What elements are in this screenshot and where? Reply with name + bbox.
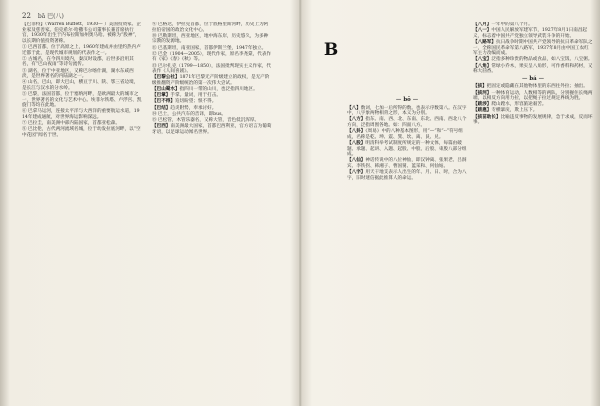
entry-text: ⑩ 巴勒斯坦，西亚地区，地中海东岸，历史悠久，为多种宗教的发源地。 bbox=[152, 33, 269, 45]
dictionary-entry bbox=[22, 69, 142, 80]
entry-text: 神话传说中的八位神仙，即汉钟离、张果老、吕洞宾、李铁拐、韩湘子、曹国舅、蓝采和、何仙姑。 bbox=[347, 158, 467, 169]
pinyin-section-marker: — bō — bbox=[347, 98, 467, 104]
entry-text: ④ 山名，巴山，即大巴山，横亘于川、陕、鄂三省边境，是长江与汉水的分水岭。 bbox=[22, 80, 139, 91]
pinyin-section-marker: — bá — bbox=[473, 77, 593, 83]
entry-headword: 【八月】 bbox=[473, 22, 492, 27]
dictionary-entry bbox=[152, 106, 272, 112]
entry-headword: 【八字】 bbox=[347, 170, 366, 176]
dictionary-entry bbox=[347, 158, 467, 169]
entry-headword: 【八方】 bbox=[347, 117, 366, 123]
entry-headword: 【八仙】 bbox=[347, 158, 366, 164]
entry-text: 比喻违反事物的发展规律，急于求成，反而坏事。 bbox=[473, 114, 593, 126]
entry-text: 手掌。量词，用于打击。 bbox=[170, 93, 221, 99]
right-column-1 bbox=[347, 96, 467, 394]
right-column-2 bbox=[473, 22, 593, 394]
dictionary-entry bbox=[473, 108, 593, 114]
dictionary-entry bbox=[347, 141, 467, 158]
dictionary-entry bbox=[22, 80, 142, 91]
entry-headword: 【巴不得】 bbox=[152, 99, 175, 105]
dictionary-entry bbox=[152, 46, 272, 52]
dictionary-entry bbox=[347, 170, 467, 181]
dictionary-entry bbox=[473, 64, 593, 75]
entry-headword: 【巴山蜀水】 bbox=[152, 87, 180, 93]
dictionary-entry bbox=[152, 75, 272, 86]
entry-text: 南美洲最大国家，首都巴西利亚，官方语言为葡萄牙语，以足球运动闻名世界。 bbox=[152, 124, 272, 135]
entry-headword: 【拔苗助长】 bbox=[473, 114, 501, 120]
entry-text: ③ 湖名，位于中亚地区，又称巴尔喀什湖，湖水东咸西淡，是世界著名的内陆湖之一。 bbox=[22, 68, 134, 80]
entry-headword: 【巴掌】 bbox=[152, 93, 171, 99]
entry-text: ⑮ 巴松管，木管乐器名，又称大管，音色低沉浑厚。 bbox=[152, 118, 260, 124]
entry-text: ⑫ 巴金（1904—2005），现代作家，原名李尧棠，代表作有《家》《春》《秋》等。 bbox=[152, 51, 272, 63]
entry-text: ⑭ 巴士，公共汽车的音译，即bus。 bbox=[152, 111, 227, 117]
entry-headword: 【跋涉】 bbox=[473, 102, 492, 108]
entry-headword: 【八股】 bbox=[347, 140, 366, 146]
dictionary-entry bbox=[152, 64, 272, 75]
entry-text: ⑪ 巴基斯坦，南亚国家，首都伊斯兰堡，1947年独立。 bbox=[152, 45, 267, 51]
dictionary-entry bbox=[152, 87, 272, 93]
entry-text: 抗日战争时期中国共产党领导的抗日革命军队之一，全称国民革命军第八路军，1937年8月由中国工农红军主力改编而成。 bbox=[473, 39, 593, 57]
right-page bbox=[301, 0, 600, 406]
entry-text: 常绿小乔木，果实呈八角形，可作香料和药材，又称大茴香。 bbox=[473, 63, 593, 75]
dictionary-entry bbox=[152, 124, 272, 135]
entry-text: 《周易》中的八种基本图形，用“—”和“--”符号组成，名称是乾、坤、震、巽、坎、离、艮、兑。 bbox=[347, 129, 463, 140]
entry-headword: 【拔】 bbox=[473, 84, 487, 90]
entry-text: 泛指多种珍贵的物品或食品，如八宝饭、八宝粥。 bbox=[491, 57, 593, 63]
entry-text: ⑧ 巴比伦，古代两河流域名城，位于幼发拉底河畔，以“空中花园”闻名于世。 bbox=[22, 127, 141, 139]
entry-headword: 【巴西】 bbox=[152, 124, 171, 130]
entry-text: ⑨ 巴格达，伊拉克首都，位于底格里斯河畔，历史上为阿拉伯帝国的政治文化中心。 bbox=[152, 22, 269, 33]
entry-text: 中国人民解放军建军节，1927年8月1日南昌起义，标志着中国共产党独立领导武装斗争的开始。 bbox=[473, 28, 588, 39]
entry-text: 专横暴戾，欺上压下。 bbox=[491, 108, 538, 114]
entry-text: ① 巴西首都，位于高原之上，1960年建成并由里约热内卢迁都于此，是现代城市规划的代表作之一。 bbox=[22, 44, 141, 56]
dictionary-entry bbox=[22, 127, 142, 138]
dictionary-entry bbox=[347, 106, 467, 117]
entry-headword: 【八卦】 bbox=[347, 129, 366, 135]
dictionary-entry bbox=[347, 129, 467, 140]
left-page-number: 22 bbox=[22, 12, 31, 20]
entry-text: 数词，七加一后所得的数。也表示序数第八。在汉字中，八字象两物相背之形，本义为分别。 bbox=[347, 105, 467, 117]
dictionary-entry bbox=[152, 52, 272, 63]
dictionary-entry bbox=[473, 28, 593, 39]
entry-text: ⑤ 巴黎，法国首都，位于塞纳河畔，是欧洲最大的城市之一，世界著名的文化与艺术中心。埃菲尔铁塔、卢浮宫、凯旋门等均在此地。 bbox=[22, 92, 142, 109]
entry-headword: 【八】 bbox=[347, 105, 361, 111]
entry-text: 趋炎附势，奉承讨好。 bbox=[170, 105, 217, 111]
left-page bbox=[0, 0, 299, 406]
entry-headword: 【拔河】 bbox=[473, 90, 492, 96]
entry-text: 【巴菲特】（Warren Buffett，1930— ）美国投资家、企业家及慈善家。伯克希尔·哈撒韦公司董事长兼首席执行官，1930年出生于内布拉斯加州奥马哈。被称为“股神”，以长期价值投资著称。 bbox=[22, 22, 141, 44]
left-column-1 bbox=[22, 22, 142, 394]
dictionary-entry bbox=[473, 115, 593, 126]
dictionary-entry bbox=[22, 57, 142, 68]
entry-headword: 【八角】 bbox=[473, 63, 492, 69]
entry-headword: 【巴黎公社】 bbox=[152, 75, 180, 81]
dictionary-entry bbox=[152, 34, 272, 45]
entry-text: 一年中的第八个月。 bbox=[491, 22, 533, 27]
entry-text: ⑦ 巴拉圭，南美洲中部内陆国家，首都亚松森。 bbox=[22, 121, 120, 127]
entry-text: 1871年巴黎无产阶级建立的政权，是无产阶级推翻资产阶级统治的第一次伟大尝试。 bbox=[152, 75, 270, 86]
entry-text: 明清科举考试制度所规定的一种文体，每篇由破题、承题、起讲、入题、起股、中股、后股、束股八部分组成。 bbox=[347, 140, 467, 158]
entry-text: 迫切盼望；恨不得。 bbox=[174, 99, 217, 105]
dictionary-entry bbox=[473, 84, 593, 90]
dictionary-entry bbox=[152, 112, 272, 118]
entry-headword: 【八宝】 bbox=[473, 57, 492, 63]
dictionary-entry bbox=[473, 40, 593, 57]
dictionary-entry bbox=[473, 57, 593, 63]
left-running-title: bā 巴(八) bbox=[37, 13, 64, 20]
section-letter: B bbox=[323, 40, 339, 60]
dictionary-entry bbox=[473, 22, 593, 28]
dictionary-entry bbox=[22, 92, 142, 109]
dictionary-entry bbox=[152, 118, 272, 124]
dictionary-entry bbox=[347, 117, 467, 128]
dictionary-entry bbox=[473, 91, 593, 102]
dictionary-entry bbox=[152, 22, 272, 33]
left-running-head bbox=[22, 11, 64, 20]
entry-text: 指四川一带的山川，也泛指四川地区。 bbox=[179, 87, 258, 93]
entry-headword: 【八路军】 bbox=[473, 39, 496, 45]
left-column-2 bbox=[152, 22, 272, 394]
dictionary-entry bbox=[22, 45, 142, 56]
entry-text: ⑬ 巴尔扎克（1799—1850），法国批判现实主义作家，代表作《人间喜剧》。 bbox=[152, 63, 272, 75]
dictionary-entry bbox=[22, 22, 142, 44]
entry-text: 用天干地支表示人出生的年、月、日、时，合为八字，旧时迷信据此推算人的命运。 bbox=[347, 170, 467, 181]
dictionary-entry bbox=[22, 121, 142, 127]
entry-headword: 【跋扈】 bbox=[473, 108, 492, 114]
entry-headword: 【巴结】 bbox=[152, 105, 171, 111]
dictionary-entry bbox=[152, 99, 272, 105]
entry-text: 指东、南、西、北、东南、东北、西南、西北八个方向，泛指周围各地。如：四面八方。 bbox=[347, 117, 467, 128]
entry-text: 把固定或隐藏在其他物体里的东西往外拉；抽出。 bbox=[486, 84, 588, 90]
dictionary-entry bbox=[22, 109, 142, 120]
entry-text: 一种体育运动，人数相等的两队，分别握住长绳两端，以相反方向用力拉，以把绳子拉过规定界线为胜。 bbox=[473, 90, 593, 102]
entry-headword: 【八一】 bbox=[473, 28, 492, 34]
entry-text: 爬山蹚水，形容旅途艰苦。 bbox=[491, 102, 547, 108]
entry-text: ⑥ 巴拿马运河，连接太平洋与大西洋的重要航运水道，1914年建成通航，对世界海运影响深远。 bbox=[22, 109, 140, 121]
entry-text: ② 古城名，在今四川境内，秦汉时设郡，后世多沿用其名，有“巴山夜雨”等诗句流传。 bbox=[22, 56, 134, 68]
